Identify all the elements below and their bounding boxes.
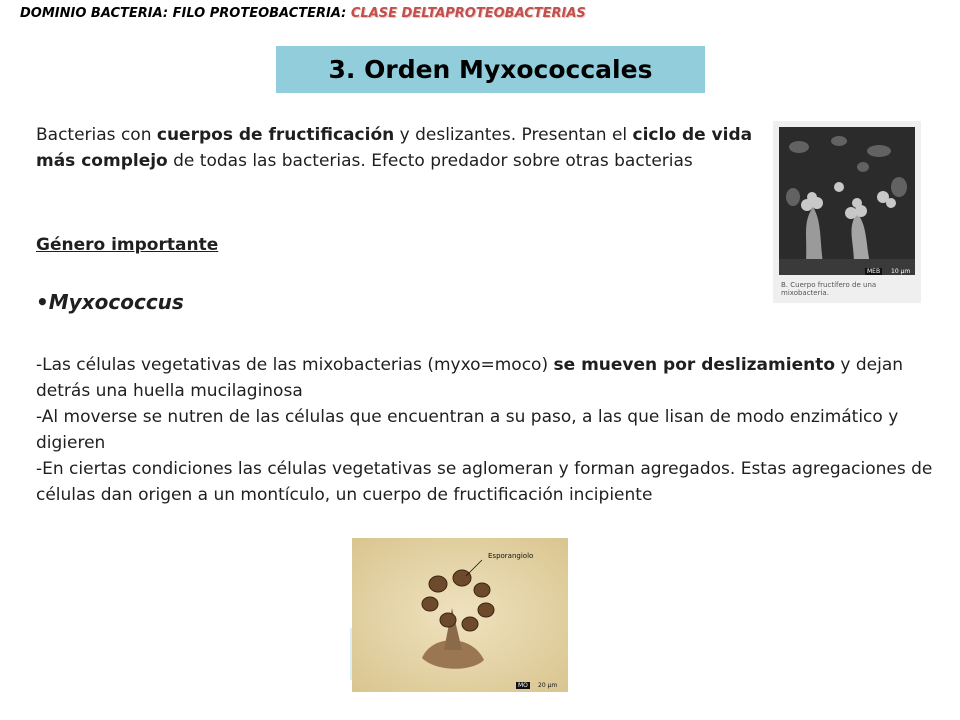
sem-micrograph-figure (773, 121, 921, 303)
genus-heading: Género importante (36, 235, 219, 255)
lm-badge: MO (518, 682, 528, 689)
point-1-bold: se mueven por deslizamiento (553, 355, 836, 375)
point-2: -Al moverse se nutren de las células que encuentran a su paso, a las que lisan de modo enzimático y digieren (36, 407, 899, 453)
intro-paragraph (36, 122, 772, 174)
slide-title-box (276, 46, 705, 93)
intro-text-2: y deslizantes. Presentan el (394, 125, 633, 145)
fruiting-body-lm-illustration (352, 538, 568, 692)
intro-bold-2: ciclo de vida más complejo (36, 125, 753, 171)
intro-text-1: Bacterias con (36, 125, 157, 145)
breadcrumb-prefix: DOMINIO BACTERIA: FILO PROTEOBACTERIA: (20, 6, 351, 21)
light-micrograph-figure (352, 538, 568, 692)
sem-caption: B. Cuerpo fructífero de una mixobacteria. (781, 281, 877, 297)
sporangiole-label: Esporangiolo (488, 552, 534, 560)
point-1 (36, 352, 936, 404)
genus-name: •Myxococcus (36, 290, 184, 314)
lm-scale-label: 20 µm (538, 682, 558, 689)
slide-title: 3. Orden Myxococcales (328, 55, 653, 84)
sem-scale-label: 10 µm (891, 268, 911, 275)
point-1-tail: y dejan detrás una huella mucilaginosa (36, 355, 904, 401)
intro-bold-1: cuerpos de fructificación (156, 125, 395, 145)
breadcrumb (20, 6, 586, 21)
point-1-text: -Las células vegetativas de las mixobacterias (myxo=moco) (36, 355, 554, 375)
sem-micrograph-image (779, 127, 915, 275)
intro-text-3: de todas las bacterias. Efecto predador sobre otras bacterias (167, 151, 693, 171)
point-3: -En ciertas condiciones las células vegetativas se aglomeran y forman agregados. Estas agregaciones de células dan origen a un montículo, un cuerpo de fructificación incipiente (36, 459, 933, 505)
description-points (36, 352, 936, 508)
breadcrumb-highlight: CLASE DELTAPROTEOBACTERIAS (350, 6, 586, 21)
sem-badge: MEB (867, 268, 881, 275)
fruiting-body-sem-illustration (779, 127, 915, 275)
